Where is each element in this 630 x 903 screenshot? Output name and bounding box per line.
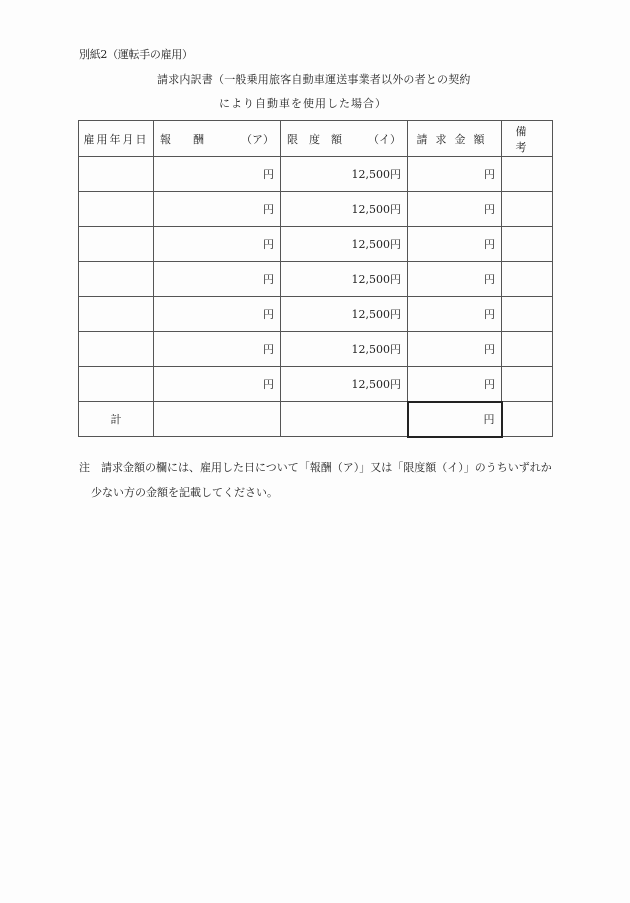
cell-claim[interactable]: 円 bbox=[408, 332, 502, 367]
total-label: 計 bbox=[79, 402, 154, 437]
header-pay bbox=[154, 121, 281, 157]
table-row bbox=[79, 157, 553, 192]
cell-date[interactable] bbox=[79, 332, 154, 367]
table-row bbox=[79, 262, 553, 297]
cell-date[interactable] bbox=[79, 192, 154, 227]
document-title-line1: 請求内訳書（一般乗用旅客自動車運送事業者以外の者との契約 bbox=[157, 73, 471, 86]
table-row bbox=[79, 332, 553, 367]
header-limit-mark: （イ） bbox=[368, 132, 401, 146]
cell-pay[interactable]: 円 bbox=[154, 227, 281, 262]
cell-note[interactable] bbox=[502, 157, 553, 192]
header-claim-text: 請求金額 bbox=[416, 132, 493, 146]
total-claim-amount[interactable]: 円 bbox=[408, 402, 502, 437]
claim-breakdown-table bbox=[78, 120, 553, 438]
footnote-text1: 請求金額の欄には、雇用した日について「報酬（ア）」又は「限度額（イ）」のうちいずれか bbox=[101, 461, 552, 474]
table-header-row bbox=[79, 121, 553, 157]
cell-note[interactable] bbox=[502, 192, 553, 227]
cell-limit: 12,500円 bbox=[281, 227, 408, 262]
total-row bbox=[79, 402, 553, 437]
header-pay-label: 報 酬 bbox=[160, 132, 204, 146]
cell-limit: 12,500円 bbox=[281, 192, 408, 227]
cell-limit: 12,500円 bbox=[281, 332, 408, 367]
footnote-line1 bbox=[79, 459, 552, 475]
header-limit bbox=[281, 121, 408, 157]
cell-pay[interactable]: 円 bbox=[154, 297, 281, 332]
footnote-line2: 少ない方の金額を記載してください。 bbox=[91, 486, 278, 499]
header-employment-date: 雇用年月日 bbox=[79, 121, 154, 157]
table-row bbox=[79, 367, 553, 402]
cell-claim[interactable]: 円 bbox=[408, 262, 502, 297]
table-row bbox=[79, 192, 553, 227]
cell-note[interactable] bbox=[502, 332, 553, 367]
cell-claim[interactable]: 円 bbox=[408, 192, 502, 227]
cell-claim[interactable]: 円 bbox=[408, 367, 502, 402]
cell-note[interactable] bbox=[502, 227, 553, 262]
cell-date[interactable] bbox=[79, 297, 154, 332]
footnote-mark: 注 bbox=[79, 461, 90, 474]
cell-date[interactable] bbox=[79, 157, 154, 192]
header-claim-amount bbox=[408, 121, 502, 157]
cell-pay[interactable]: 円 bbox=[154, 157, 281, 192]
header-remarks bbox=[502, 121, 553, 157]
cell-claim[interactable]: 円 bbox=[408, 157, 502, 192]
appendix-label: 別紙2（運転手の雇用） bbox=[79, 48, 193, 61]
header-limit-label: 限 度 額 bbox=[287, 132, 342, 146]
cell-limit: 12,500円 bbox=[281, 367, 408, 402]
total-note[interactable] bbox=[502, 402, 553, 437]
cell-date[interactable] bbox=[79, 227, 154, 262]
cell-claim[interactable]: 円 bbox=[408, 297, 502, 332]
cell-note[interactable] bbox=[502, 262, 553, 297]
cell-claim[interactable]: 円 bbox=[408, 227, 502, 262]
cell-date[interactable] bbox=[79, 262, 154, 297]
cell-date[interactable] bbox=[79, 367, 154, 402]
total-pay bbox=[154, 402, 281, 437]
cell-limit: 12,500円 bbox=[281, 297, 408, 332]
cell-pay[interactable]: 円 bbox=[154, 262, 281, 297]
cell-note[interactable] bbox=[502, 367, 553, 402]
cell-note[interactable] bbox=[502, 297, 553, 332]
document-title-line2: により自動車を使用した場合） bbox=[219, 97, 387, 110]
header-pay-mark: （ア） bbox=[241, 132, 274, 146]
cell-limit: 12,500円 bbox=[281, 262, 408, 297]
cell-pay[interactable]: 円 bbox=[154, 367, 281, 402]
table-row bbox=[79, 297, 553, 332]
cell-pay[interactable]: 円 bbox=[154, 192, 281, 227]
cell-pay[interactable]: 円 bbox=[154, 332, 281, 367]
header-remarks-text: 備考 bbox=[515, 124, 539, 154]
total-limit bbox=[281, 402, 408, 437]
table-row bbox=[79, 227, 553, 262]
cell-limit: 12,500円 bbox=[281, 157, 408, 192]
